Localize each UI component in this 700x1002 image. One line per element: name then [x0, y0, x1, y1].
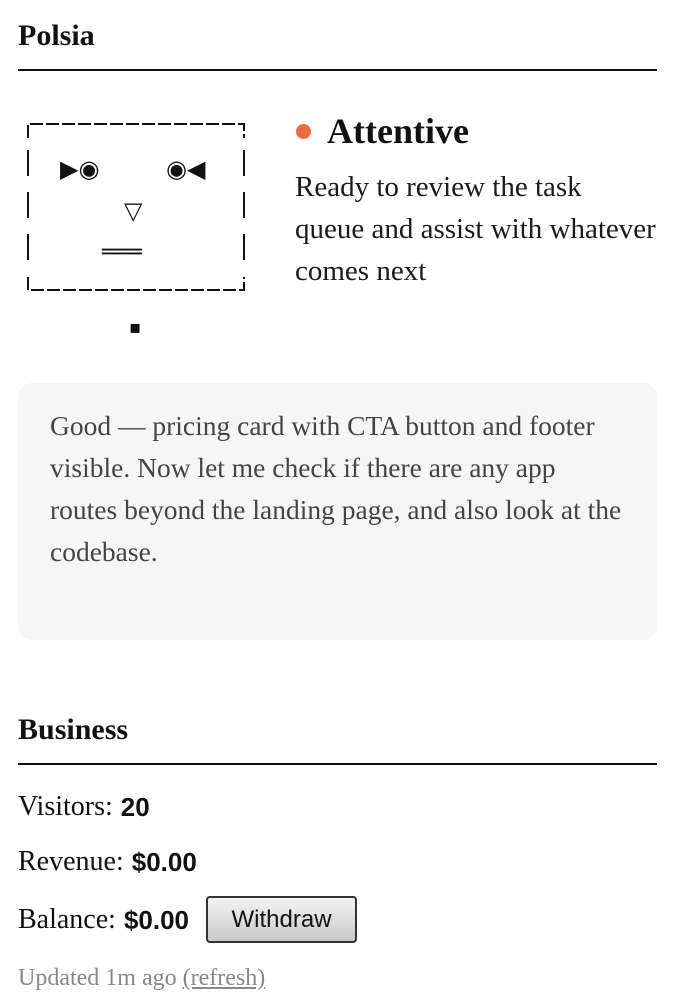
- agent-message-card: [18, 383, 657, 640]
- updated-text: Updated 1m ago: [18, 965, 177, 991]
- revenue-value: $0.00: [131, 847, 197, 877]
- agent-face-icon: [26, 120, 246, 295]
- status-title: Attentive: [327, 111, 469, 151]
- updated-status: [18, 962, 265, 994]
- revenue-label: Revenue:: [18, 846, 124, 877]
- status-description: Ready to review the task queue and assist with whatever comes next: [295, 171, 656, 287]
- status-row: [295, 110, 657, 152]
- mouth-icon: ═══: [102, 240, 142, 265]
- visitors-value: 20: [120, 792, 150, 822]
- right-eye-icon: ◉◀: [166, 155, 206, 183]
- visitors-metric: [18, 787, 150, 827]
- agent-message-text: Good — pricing card with CTA button and footer visible. Now let me check if there are any app routes beyond the landing page, and also look at the codebase.: [50, 410, 622, 567]
- withdraw-button[interactable]: Withdraw: [206, 896, 357, 943]
- face-below-mark-icon: ▪: [129, 317, 142, 338]
- face-frame-top: [28, 124, 244, 138]
- app-header: [18, 16, 657, 71]
- balance-metric: [18, 896, 357, 943]
- business-section-header: [18, 710, 657, 765]
- visitors-label: Visitors:: [18, 791, 113, 822]
- app-title: Polsia: [18, 19, 95, 52]
- revenue-metric: [18, 842, 197, 882]
- business-title: Business: [18, 713, 129, 746]
- agent-face-avatar: [26, 120, 246, 338]
- status-dot-icon: [296, 124, 311, 139]
- balance-label: Balance:: [18, 903, 116, 935]
- agent-status: [295, 110, 657, 292]
- nose-icon: ▽: [124, 197, 143, 225]
- refresh-link[interactable]: (refresh): [182, 965, 266, 991]
- face-frame-bottom: [28, 277, 244, 290]
- left-eye-icon: ▶◉: [60, 155, 100, 183]
- balance-value: $0.00: [123, 904, 190, 935]
